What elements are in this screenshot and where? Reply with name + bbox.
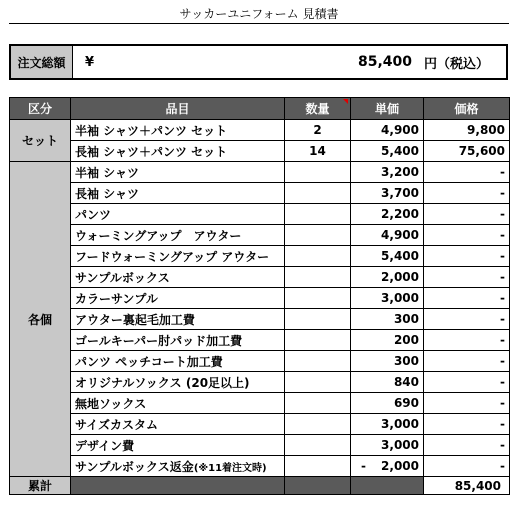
qty-cell[interactable] bbox=[285, 414, 351, 435]
category-set: セット bbox=[10, 120, 71, 162]
unit-price-cell: 3,200 bbox=[351, 162, 424, 183]
price-cell: - bbox=[424, 267, 510, 288]
sum-label: 累計 bbox=[10, 477, 71, 495]
item-name: オリジナルソックス (20足以上) bbox=[71, 372, 285, 393]
qty-cell[interactable] bbox=[285, 351, 351, 372]
table-header-row bbox=[10, 98, 510, 120]
item-name: 半袖 シャツ＋パンツ セット bbox=[71, 120, 285, 141]
order-total-label: 注文総額 bbox=[11, 46, 73, 78]
qty-cell[interactable] bbox=[285, 162, 351, 183]
order-total-unit: 円（税込） bbox=[424, 56, 490, 72]
qty-cell[interactable] bbox=[285, 246, 351, 267]
qty-cell[interactable] bbox=[285, 288, 351, 309]
table-row bbox=[10, 330, 510, 351]
item-name: パンツ bbox=[71, 204, 285, 225]
estimate-table bbox=[9, 97, 510, 495]
item-name bbox=[71, 456, 285, 477]
category-individual: 各個 bbox=[10, 162, 71, 477]
price-cell: - bbox=[424, 393, 510, 414]
negative-sign: - bbox=[361, 459, 366, 473]
table-row bbox=[10, 372, 510, 393]
table-row bbox=[10, 204, 510, 225]
table-row bbox=[10, 414, 510, 435]
unit-price-cell bbox=[351, 456, 424, 477]
qty-cell[interactable] bbox=[285, 456, 351, 477]
item-name: 長袖 シャツ bbox=[71, 183, 285, 204]
item-name: 半袖 シャツ bbox=[71, 162, 285, 183]
table-row bbox=[10, 267, 510, 288]
table-row bbox=[10, 162, 510, 183]
refund-unit-price: 2,000 bbox=[381, 459, 419, 473]
qty-cell[interactable]: 14 bbox=[285, 141, 351, 162]
unit-price-cell: 4,900 bbox=[351, 120, 424, 141]
qty-cell[interactable] bbox=[285, 309, 351, 330]
item-name: 長袖 シャツ＋パンツ セット bbox=[71, 141, 285, 162]
table-row bbox=[10, 141, 510, 162]
unit-price-cell: 840 bbox=[351, 372, 424, 393]
table-row bbox=[10, 288, 510, 309]
price-cell: - bbox=[424, 351, 510, 372]
price-cell: - bbox=[424, 183, 510, 204]
price-cell: - bbox=[424, 414, 510, 435]
unit-price-cell: 300 bbox=[351, 351, 424, 372]
qty-cell[interactable] bbox=[285, 435, 351, 456]
item-name: デザイン費 bbox=[71, 435, 285, 456]
column-header-unit-price: 単価 bbox=[351, 98, 424, 120]
table-row bbox=[10, 246, 510, 267]
column-header-category: 区分 bbox=[10, 98, 71, 120]
column-header-qty-label: 数量 bbox=[305, 102, 330, 116]
qty-cell[interactable] bbox=[285, 372, 351, 393]
sum-value: 85,400 bbox=[424, 477, 510, 495]
refund-note: (※11着注文時) bbox=[193, 462, 267, 474]
item-name: ウォーミングアップ アウター bbox=[71, 225, 285, 246]
item-name: サイズカスタム bbox=[71, 414, 285, 435]
order-total-amount: 85,400 bbox=[357, 54, 412, 70]
item-name: フードウォーミングアップ アウター bbox=[71, 246, 285, 267]
qty-cell[interactable] bbox=[285, 393, 351, 414]
item-name: アウター裏起毛加工費 bbox=[71, 309, 285, 330]
item-name: サンプルボックス bbox=[71, 267, 285, 288]
column-header-item: 品目 bbox=[71, 98, 285, 120]
price-cell: - bbox=[424, 204, 510, 225]
table-row bbox=[10, 309, 510, 330]
item-name: 無地ソックス bbox=[71, 393, 285, 414]
unit-price-cell: 3,000 bbox=[351, 435, 424, 456]
sum-blank bbox=[351, 477, 424, 495]
table-row-refund bbox=[10, 456, 510, 477]
table-row bbox=[10, 435, 510, 456]
item-name: カラーサンプル bbox=[71, 288, 285, 309]
price-cell: - bbox=[424, 309, 510, 330]
price-cell: - bbox=[424, 288, 510, 309]
qty-cell[interactable] bbox=[285, 267, 351, 288]
unit-price-cell: 2,200 bbox=[351, 204, 424, 225]
column-header-qty bbox=[285, 98, 351, 120]
table-row bbox=[10, 351, 510, 372]
order-total-currency: ¥ bbox=[85, 54, 95, 70]
unit-price-cell: 3,700 bbox=[351, 183, 424, 204]
sum-blank bbox=[285, 477, 351, 495]
unit-price-cell: 4,900 bbox=[351, 225, 424, 246]
unit-price-cell: 690 bbox=[351, 393, 424, 414]
qty-cell[interactable] bbox=[285, 183, 351, 204]
price-cell: 9,800 bbox=[424, 120, 510, 141]
item-name: パンツ ペッチコート加工費 bbox=[71, 351, 285, 372]
qty-cell[interactable] bbox=[285, 330, 351, 351]
price-cell: - bbox=[424, 330, 510, 351]
price-cell: - bbox=[424, 162, 510, 183]
sum-row bbox=[10, 477, 510, 495]
price-cell: - bbox=[424, 246, 510, 267]
refund-item-name: サンプルボックス返金 bbox=[75, 459, 194, 474]
item-name: ゴールキーパー肘パッド加工費 bbox=[71, 330, 285, 351]
price-cell: - bbox=[424, 372, 510, 393]
unit-price-cell: 2,000 bbox=[351, 267, 424, 288]
order-total-box bbox=[9, 44, 508, 80]
qty-cell[interactable] bbox=[285, 225, 351, 246]
table-row bbox=[10, 393, 510, 414]
unit-price-cell: 5,400 bbox=[351, 246, 424, 267]
unit-price-cell: 3,000 bbox=[351, 288, 424, 309]
price-cell: - bbox=[424, 225, 510, 246]
document-title: サッカーユニフォーム 見積書 bbox=[9, 6, 509, 24]
price-cell: 75,600 bbox=[424, 141, 510, 162]
comment-marker-icon bbox=[343, 99, 348, 104]
qty-cell[interactable] bbox=[285, 204, 351, 225]
unit-price-cell: 5,400 bbox=[351, 141, 424, 162]
sum-blank bbox=[71, 477, 285, 495]
column-header-price: 価格 bbox=[424, 98, 510, 120]
unit-price-cell: 3,000 bbox=[351, 414, 424, 435]
price-cell: - bbox=[424, 435, 510, 456]
table-row bbox=[10, 183, 510, 204]
table-row bbox=[10, 120, 510, 141]
table-row bbox=[10, 225, 510, 246]
unit-price-cell: 200 bbox=[351, 330, 424, 351]
unit-price-cell: 300 bbox=[351, 309, 424, 330]
qty-cell[interactable]: 2 bbox=[285, 120, 351, 141]
price-cell: - bbox=[424, 456, 510, 477]
